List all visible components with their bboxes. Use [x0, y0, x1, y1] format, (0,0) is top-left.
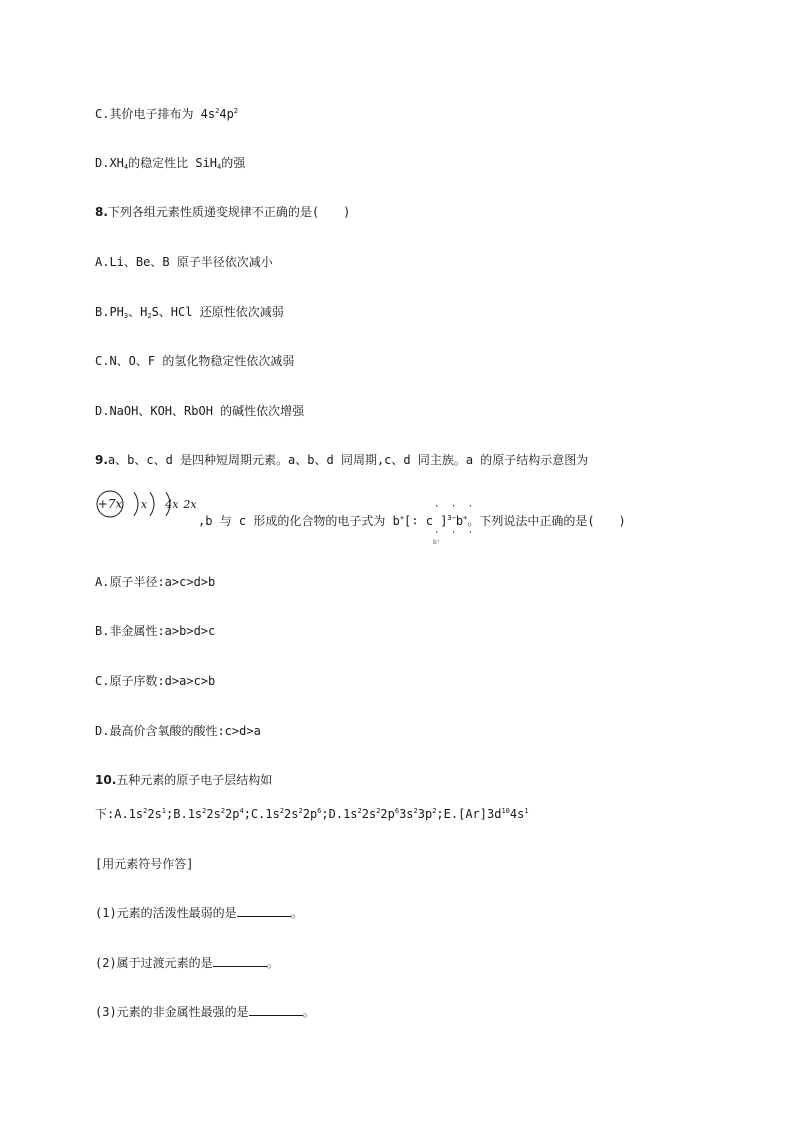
q9-option-c: C.原子序数:d>a>c>b: [95, 674, 216, 688]
shell-1-electrons: x: [140, 498, 148, 511]
q8-option-d: D.NaOH、KOH、RbOH 的碱性依次增强: [95, 404, 305, 418]
q8-option-c: C.N、O、F 的氢化物稳定性依次减弱: [95, 354, 295, 368]
option-d-previous: $D.XH_4$的稳定性比 SiH$_4$的强: [95, 156, 246, 171]
shell-3-electrons: 2x: [183, 498, 197, 511]
shell-arc-1: [134, 492, 138, 516]
q8-option-b: $B.PH_3$、$H_2S$、HCl 还原性依次减弱: [95, 305, 284, 320]
q10-sub-2: (2)属于过渡元素的是 。: [95, 956, 279, 970]
answer-blank-2[interactable]: [213, 955, 267, 967]
subscript-label-below: b⁺: [433, 539, 440, 546]
answer-instruction: [用元素符号作答]: [95, 857, 194, 871]
shell-2-electrons: 4x: [165, 498, 179, 511]
electron-dots-bottom: · · ·: [434, 528, 477, 538]
question-10-stem: 10.五种元素的原子电子层结构如: [95, 773, 273, 787]
electron-formula-line: ,b 与 c 形成的化合物的电子式为 b+[∶ c ]$^{3-}$b+。下列说法中正确的是( ): [198, 514, 626, 528]
answer-blank-3[interactable]: [249, 1004, 303, 1016]
nucleus-charge: +7x: [97, 497, 123, 511]
question-8-stem: 8.下列各组元素性质递变规律不正确的是( ): [95, 205, 351, 219]
atomic-structure-diagram: [96, 486, 206, 522]
q9-option-b: B.非金属性:a>b>d>c: [95, 624, 216, 638]
question-9-stem: 9.a、b、c、d 是四种短周期元素。a、b、d 同周期,c、d 同主族。a 的原子结构示意图为: [95, 453, 589, 467]
option-c-previous: C.其价电子排布为 $4s^24p^2$: [95, 107, 239, 121]
electron-dots-top: · · ·: [434, 502, 477, 512]
answer-blank-1[interactable]: [237, 905, 291, 917]
shell-arc-2: [150, 492, 154, 516]
q8-option-a: A.Li、Be、B 原子半径依次减小: [95, 255, 273, 269]
central-atom-c: c: [425, 514, 433, 528]
q9-option-d: D.最高价含氧酸的酸性:c>d>a: [95, 724, 261, 738]
q10-sub-1: (1)元素的活泼性最弱的是 。: [95, 906, 303, 920]
q9-option-a: A.原子半径:a>c>d>b: [95, 575, 216, 589]
q10-sub-3: (3)元素的非金属性最强的是 。: [95, 1005, 315, 1019]
electron-configurations: 下$:A.1s^22s^1;B.1s^22s^22p^4;C.1s^22s^22p^6;D.1s^22s^22p^63s^23p^2;E.[Ar]3d^{10}4s^1$: [95, 807, 529, 821]
